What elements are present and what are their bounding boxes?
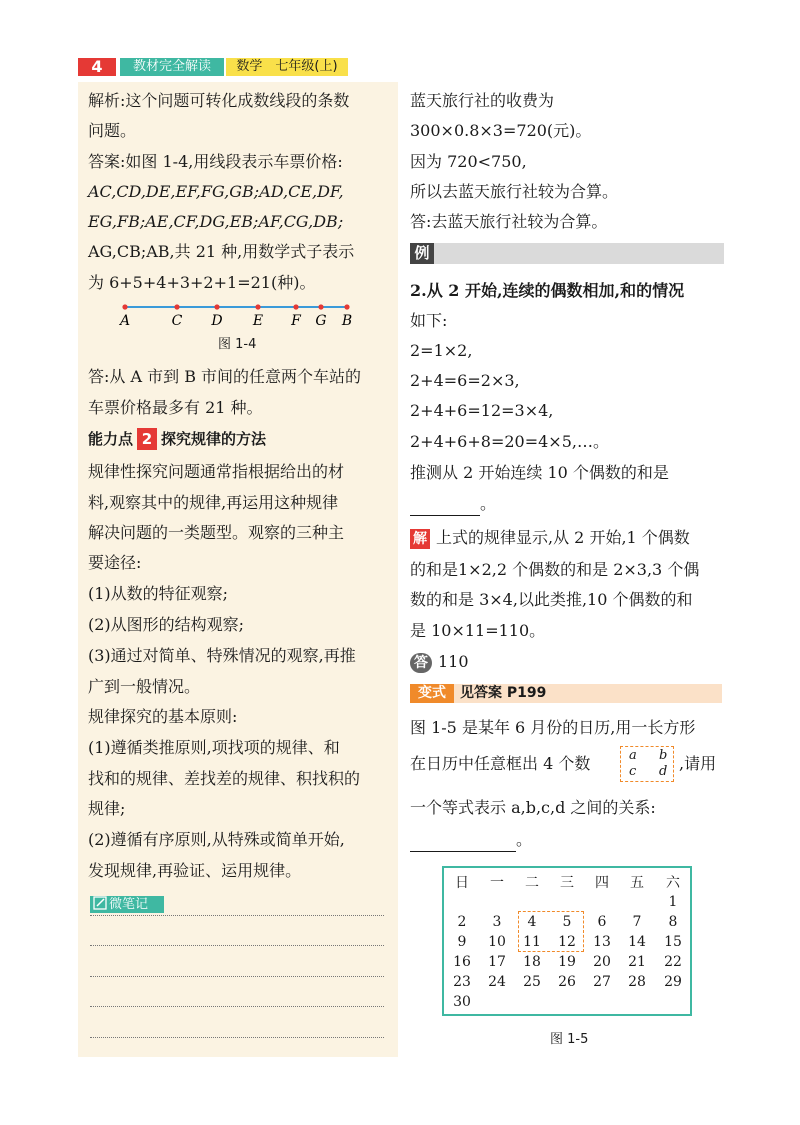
segment-figure bbox=[110, 298, 370, 328]
box-letter: a bbox=[629, 748, 637, 763]
body-line: 广到一般情况。 bbox=[88, 677, 201, 696]
calendar-day: 26 bbox=[558, 974, 576, 990]
segment-point bbox=[293, 304, 298, 309]
conclusion-line: 车票价格最多有 21 种。 bbox=[88, 398, 263, 417]
ability-number: 2 bbox=[137, 428, 157, 450]
segment-point bbox=[174, 304, 179, 309]
answer-line: 为 6+5+4+3+2+1=21(种)。 bbox=[88, 273, 316, 292]
ability-heading bbox=[88, 428, 266, 450]
example-bar bbox=[410, 243, 724, 264]
solution-text: 上式的规律显示,从 2 开始,1 个偶数 bbox=[436, 528, 690, 547]
variant-end: 。 bbox=[516, 830, 533, 849]
weekday-header: 一 bbox=[490, 875, 504, 891]
relation-blank[interactable] bbox=[410, 829, 516, 852]
calendar-day: 30 bbox=[453, 994, 471, 1010]
answer-tag: 答 bbox=[410, 653, 432, 673]
problem-text: 2.从 2 开始,连续的偶数相加,和的情况 bbox=[410, 281, 685, 300]
box-letter: b bbox=[659, 748, 668, 763]
solution-line: 的和是1×2,2 个偶数的和是 2×3,3 个偶 bbox=[410, 560, 700, 579]
segment-point bbox=[122, 304, 127, 309]
page-number: 4 bbox=[78, 58, 116, 76]
calendar-day: 10 bbox=[488, 934, 506, 950]
calendar-day: 8 bbox=[668, 914, 678, 930]
body-line: 要途径: bbox=[88, 553, 142, 572]
answer-line: AG,CB;AB,共 21 种,用数学式子表示 bbox=[88, 242, 355, 261]
problem-line: 2+4+6+8=20=4×5,…。 bbox=[410, 432, 609, 451]
weekday-header: 三 bbox=[560, 875, 574, 891]
pencil-icon bbox=[93, 896, 107, 910]
calendar-day: 24 bbox=[488, 974, 506, 990]
page-header bbox=[78, 58, 348, 76]
segment-point-label: E bbox=[252, 313, 264, 328]
abcd-box bbox=[620, 746, 674, 782]
body-line: 发现规律,再验证、运用规律。 bbox=[88, 861, 302, 880]
calendar-day: 1 bbox=[668, 894, 678, 910]
ability-prefix: 能力点 bbox=[88, 430, 134, 448]
ability-title: 探究规律的方法 bbox=[161, 430, 267, 448]
answer-value: 110 bbox=[438, 652, 469, 671]
segment-point-label: C bbox=[171, 313, 183, 328]
variant-bar bbox=[410, 684, 722, 703]
solution-line bbox=[410, 527, 730, 549]
body-line: (2)遵循有序原则,从特殊或简单开始, bbox=[88, 830, 345, 849]
notes-label: 微笔记 bbox=[109, 897, 149, 912]
variant-line: ,请用 bbox=[679, 754, 717, 773]
calendar-day: 6 bbox=[597, 914, 607, 930]
segment-point-label: A bbox=[119, 313, 131, 328]
calendar-day: 29 bbox=[664, 974, 682, 990]
calendar-day: 3 bbox=[492, 914, 502, 930]
conclusion-line: 答:从 A 市到 B 市间的任意两个车站的 bbox=[88, 367, 362, 386]
calendar-caption: 图 1-5 bbox=[550, 1032, 589, 1047]
problem-end: 。 bbox=[480, 494, 497, 513]
answer-line: EG,FB;AE,CF,DG,EB;AF,CG,DB; bbox=[88, 212, 344, 231]
body-line: 规律探究的基本原则: bbox=[88, 707, 238, 726]
problem-line bbox=[410, 280, 730, 302]
text-line: 因为 720<750, bbox=[410, 152, 527, 171]
calendar-day: 22 bbox=[664, 954, 682, 970]
solution-tag: 解 bbox=[410, 529, 430, 549]
calendar-day: 14 bbox=[628, 934, 646, 950]
calendar bbox=[442, 866, 692, 1016]
problem-line: 2=1×2, bbox=[410, 341, 473, 360]
text-line: 答:去蓝天旅行社较为合算。 bbox=[410, 212, 608, 231]
note-line[interactable] bbox=[90, 1006, 384, 1007]
weekday-header: 五 bbox=[630, 875, 644, 891]
example-tag: 例 bbox=[410, 243, 434, 264]
subject-grade: 数学 七年级(上) bbox=[226, 58, 348, 76]
segment-point bbox=[255, 304, 260, 309]
variant-blank-line bbox=[410, 829, 730, 852]
variant-tag: 变式 bbox=[410, 684, 454, 703]
box-letter: c bbox=[629, 764, 637, 779]
body-line: (2)从图形的结构观察; bbox=[88, 615, 245, 634]
calendar-day: 15 bbox=[664, 934, 682, 950]
calendar-day: 28 bbox=[628, 974, 646, 990]
analysis-line: 解析:这个问题可转化成数线段的条数 bbox=[88, 91, 350, 110]
solution-line: 是 10×11=110。 bbox=[410, 621, 546, 640]
calendar-day: 18 bbox=[523, 954, 541, 970]
calendar-day: 5 bbox=[562, 914, 572, 930]
variant-line bbox=[410, 797, 730, 819]
answer-line bbox=[410, 651, 730, 673]
weekday-header: 日 bbox=[455, 875, 469, 891]
body-line: 解决问题的一类题型。观察的三种主 bbox=[88, 523, 345, 542]
figure-caption: 图 1-4 bbox=[218, 337, 257, 352]
note-line[interactable] bbox=[90, 915, 384, 916]
notes-tag bbox=[90, 896, 164, 913]
body-line: (1)遵循类推原则,项找项的规律、和 bbox=[88, 738, 340, 757]
problem-line: 如下: bbox=[410, 311, 448, 330]
note-line[interactable] bbox=[90, 945, 384, 946]
calendar-day: 20 bbox=[593, 954, 611, 970]
calendar-day: 27 bbox=[593, 974, 611, 990]
answer-line: AC,CD,DE,EF,FG,GB;AD,CE,DF, bbox=[88, 182, 344, 201]
problem-line: 2+4+6=12=3×4, bbox=[410, 401, 554, 420]
segment-point-label: G bbox=[315, 313, 327, 328]
variant-line: 图 1-5 是某年 6 月份的日历,用一长方形 bbox=[410, 718, 696, 737]
variant-line: 在日历中任意框出 4 个数 bbox=[410, 754, 591, 773]
segment-point-label: B bbox=[341, 313, 353, 328]
body-line: (1)从数的特征观察; bbox=[88, 584, 229, 603]
body-line: 规律性探究问题通常指根据给出的材 bbox=[88, 462, 345, 481]
analysis-line: 问题。 bbox=[88, 121, 137, 140]
text-line: 蓝天旅行社的收费为 bbox=[410, 91, 555, 110]
body-line: 料,观察其中的规律,再运用这种规律 bbox=[88, 493, 339, 512]
answer-blank[interactable] bbox=[410, 493, 480, 516]
text-line: 所以去蓝天旅行社较为合算。 bbox=[410, 182, 619, 201]
calendar-day: 2 bbox=[457, 914, 467, 930]
calendar-day: 7 bbox=[632, 914, 642, 930]
segment-point bbox=[214, 304, 219, 309]
note-line[interactable] bbox=[90, 976, 384, 977]
problem-blank-line bbox=[410, 493, 730, 516]
body-line: 找和的规律、差找差的规律、积找积的 bbox=[88, 769, 361, 788]
calendar-day: 21 bbox=[628, 954, 646, 970]
calendar-day: 11 bbox=[523, 934, 541, 950]
calendar-day: 4 bbox=[527, 914, 537, 930]
weekday-header: 四 bbox=[595, 875, 609, 891]
note-line[interactable] bbox=[90, 1037, 384, 1038]
problem-line: 2+4=6=2×3, bbox=[410, 371, 520, 390]
segment-point bbox=[344, 304, 349, 309]
calendar-day: 19 bbox=[558, 954, 576, 970]
segment-point-label: F bbox=[291, 313, 301, 328]
calendar-day: 17 bbox=[488, 954, 506, 970]
solution-line: 数的和是 3×4,以此类推,10 个偶数的和 bbox=[410, 590, 693, 609]
calendar-day: 13 bbox=[593, 934, 611, 950]
box-letter: d bbox=[659, 764, 668, 779]
calendar-day: 25 bbox=[523, 974, 541, 990]
weekday-header: 二 bbox=[525, 875, 539, 891]
calendar-day: 16 bbox=[453, 954, 471, 970]
body-line: 规律; bbox=[88, 799, 126, 818]
calendar-day: 12 bbox=[558, 934, 576, 950]
segment-point bbox=[318, 304, 323, 309]
variant-reference: 见答案 P199 bbox=[460, 685, 547, 701]
answer-intro: 答案:如图 1-4,用线段表示车票价格: bbox=[88, 152, 343, 171]
problem-line: 推测从 2 开始连续 10 个偶数的和是 bbox=[410, 463, 669, 482]
book-title: 教材完全解读 bbox=[120, 58, 224, 76]
segment-point-label: D bbox=[211, 313, 223, 328]
calendar-day: 23 bbox=[453, 974, 471, 990]
calendar-day: 9 bbox=[457, 934, 467, 950]
body-line: (3)通过对简单、特殊情况的观察,再推 bbox=[88, 646, 356, 665]
variant-text: 一个等式表示 a,b,c,d 之间的关系: bbox=[410, 798, 656, 817]
weekday-header: 六 bbox=[666, 875, 680, 891]
text-line: 300×0.8×3=720(元)。 bbox=[410, 121, 592, 140]
